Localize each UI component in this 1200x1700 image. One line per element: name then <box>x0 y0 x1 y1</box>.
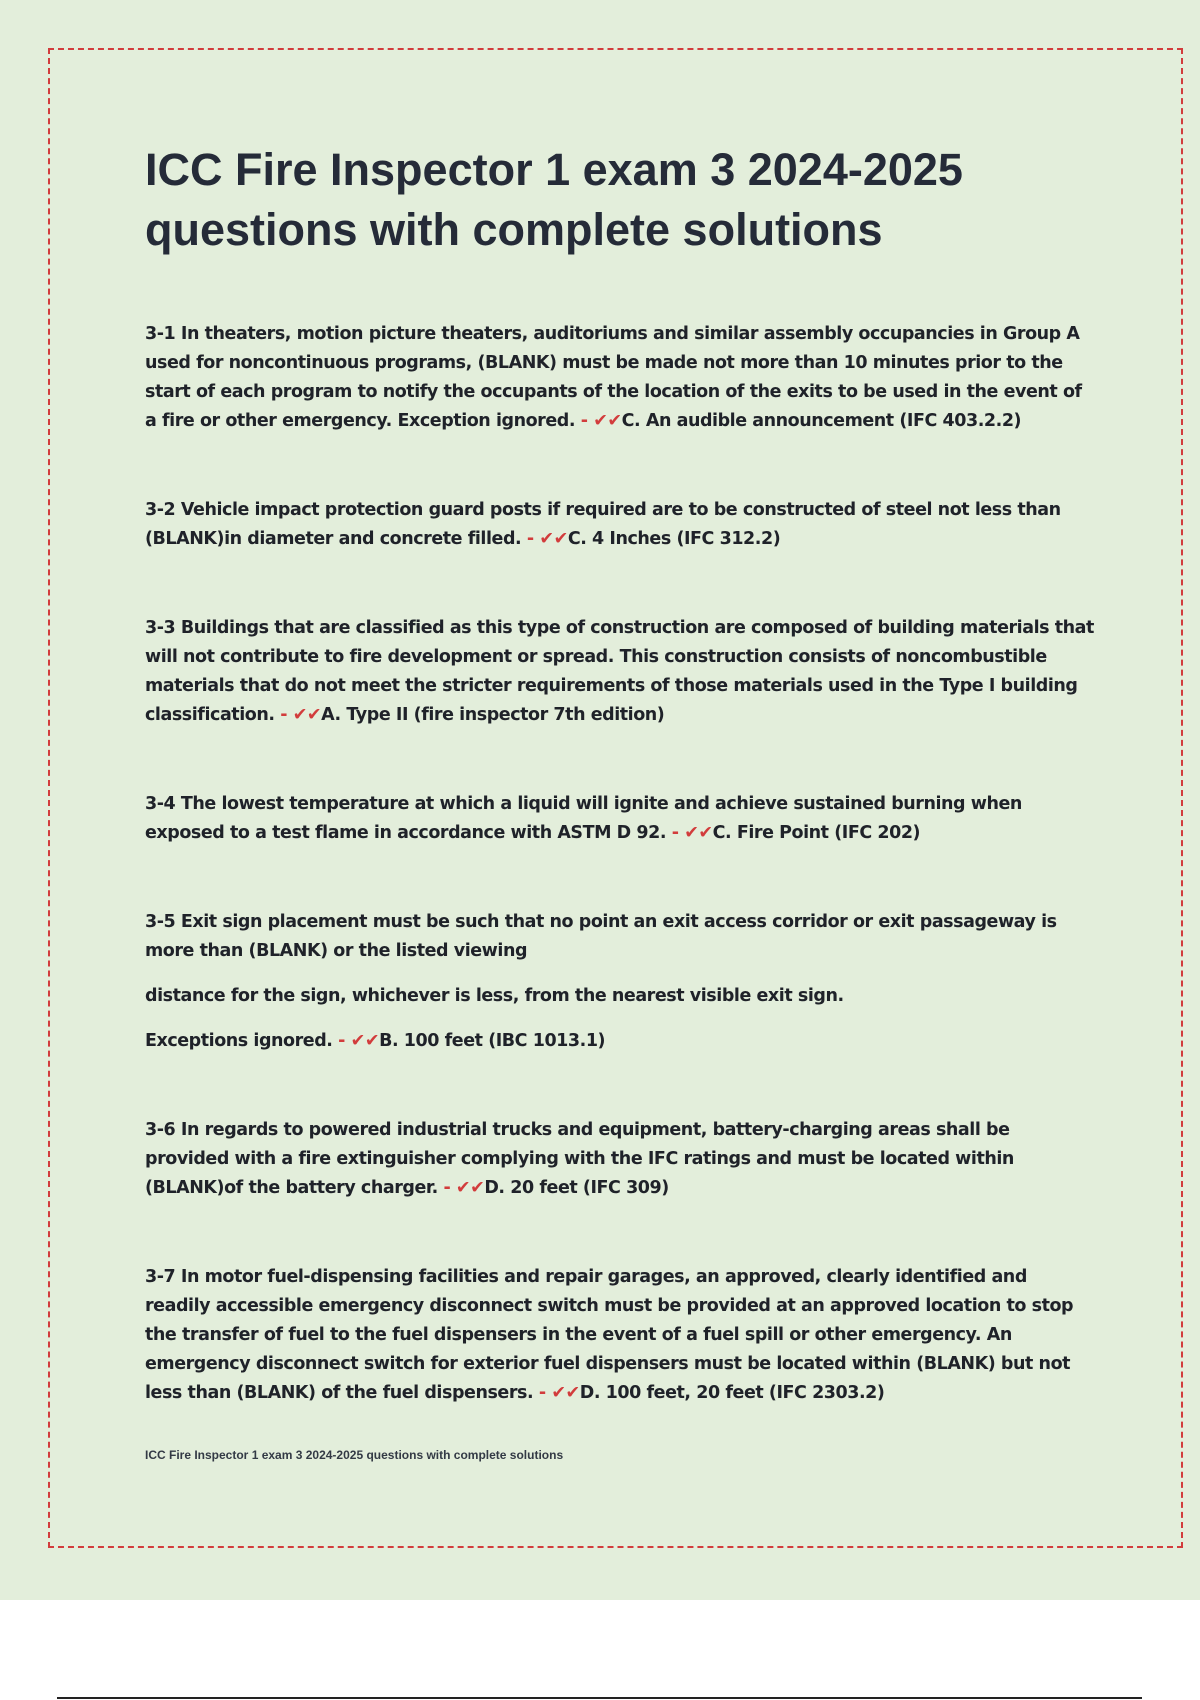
check-icon: ✔✔ <box>684 823 713 843</box>
qa-list <box>145 320 1095 1408</box>
question-text: 3-1 In theaters, motion picture theaters, auditoriums and similar assembly occupancies in Group A used for noncontinuous programs, (BLANK) must be made not more than 10 minutes prior to the start of each program to notify the occupants of the location of the exits to be used in the event of a fire or other emergency. Exception ignored. <box>145 324 1082 431</box>
check-icon: ✔✔ <box>551 1383 580 1403</box>
qa-item-3-7 <box>145 1263 1095 1408</box>
answer-separator: - <box>280 705 288 725</box>
answer-separator: - <box>671 823 679 843</box>
qa-item-3-6 <box>145 1116 1095 1203</box>
check-icon: ✔✔ <box>593 411 622 431</box>
answer-text: C. An audible announcement (IFC 403.2.2) <box>621 411 1022 431</box>
qa-item-3-1 <box>145 320 1095 436</box>
qa-item-3-3 <box>145 614 1095 730</box>
check-icon: ✔✔ <box>292 705 322 725</box>
qa-item-3-5 <box>145 908 1095 1056</box>
check-icon: ✔✔ <box>539 529 568 549</box>
question-text-continued: distance for the sign, whichever is less, from the nearest visible exit sign. <box>145 986 844 1006</box>
document-content <box>145 140 1095 1462</box>
answer-separator: - <box>580 411 588 431</box>
question-text: 3-7 In motor fuel-dispensing facilities and repair garages, an approved, clearly identified and readily accessible emergency disconnect switch must be provided at an approved location to stop the transfer of fuel to the fuel dispensers in the event of a fuel spill or other emergency. An emergency disconnect switch for exterior fuel dispensers must be located within (BLANK) but not less than (BLANK) of the fuel dispensers. <box>145 1267 1074 1403</box>
answer-text: C. Fire Point (IFC 202) <box>712 823 921 843</box>
check-icon: ✔✔ <box>350 1031 380 1051</box>
question-text: 3-4 The lowest temperature at which a liquid will ignite and achieve sustained burning when exposed to a test flame in accordance with ASTM D 92. <box>145 794 1022 843</box>
answer-text: C. 4 Inches (IFC 312.2) <box>567 529 781 549</box>
question-text-continued: Exceptions ignored. <box>145 1031 333 1051</box>
qa-item-3-4 <box>145 790 1095 848</box>
answer-text: D. 100 feet, 20 feet (IFC 2303.2) <box>579 1383 885 1403</box>
running-footer: ICC Fire Inspector 1 exam 3 2024-2025 questions with complete solutions <box>145 1448 564 1462</box>
question-text: 3-6 In regards to powered industrial trucks and equipment, battery-charging areas shall be provided with a fire extinguisher complying with the IFC ratings and must be located within (BLANK)of the battery charger. <box>145 1120 1014 1198</box>
answer-text: D. 20 feet (IFC 309) <box>484 1178 669 1198</box>
answer-separator: - <box>526 529 534 549</box>
answer-text: A. Type II (fire inspector 7th edition) <box>321 705 665 725</box>
answer-separator: - <box>538 1383 546 1403</box>
document-title: ICC Fire Inspector 1 exam 3 2024-2025 questions with complete solutions <box>145 144 963 255</box>
qa-item-3-2 <box>145 496 1095 554</box>
check-icon: ✔✔ <box>455 1178 485 1198</box>
answer-separator: - <box>443 1178 451 1198</box>
page-bottom-rule <box>57 1697 1142 1699</box>
question-text: 3-5 Exit sign placement must be such that no point an exit access corridor or exit passageway is more than (BLANK) or the listed viewing <box>145 912 1057 961</box>
question-text: 3-2 Vehicle impact protection guard posts if required are to be constructed of steel not less than (BLANK)in diameter and concrete filled. <box>145 500 1061 549</box>
answer-separator: - <box>338 1031 345 1051</box>
answer-text: B. 100 feet (IBC 1013.1) <box>379 1031 606 1051</box>
question-text: 3-3 Buildings that are classified as this type of construction are composed of building materials that will not contribute to fire development or spread. This construction consists of noncombustible materials that do not meet the stricter requirements of those materials used in the Type I building classification. <box>145 618 1094 725</box>
